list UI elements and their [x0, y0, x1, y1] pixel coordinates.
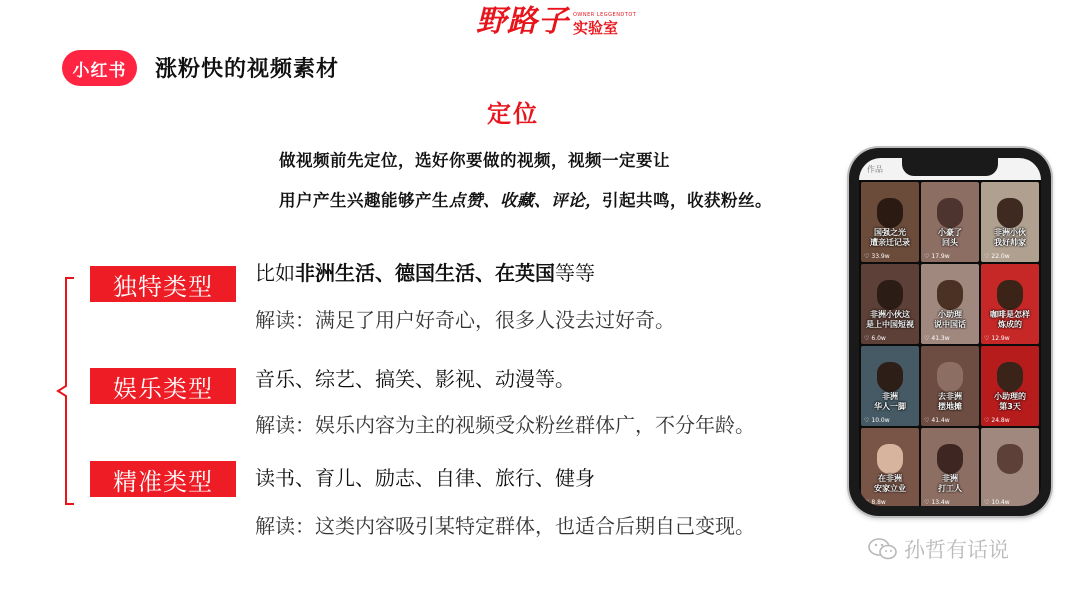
video-tile[interactable] — [921, 346, 979, 426]
likes-count: 10.0w — [871, 417, 890, 424]
video-thumbnail-person — [997, 362, 1023, 392]
likes-count: 22.0w — [991, 253, 1010, 260]
video-caption: 小助理 说中国话 — [934, 310, 966, 329]
watermark-text: 孙哲有话说 — [904, 538, 1009, 562]
video-likes — [864, 253, 890, 260]
top-logo — [476, 0, 636, 40]
video-caption: 非洲小伙这 是上中国短视 — [866, 310, 914, 329]
video-likes — [864, 417, 890, 424]
category-bracket — [56, 276, 76, 506]
xiaohongshu-badge: 小红书 — [62, 50, 137, 86]
category-precise-reading: 解读：这类内容吸引某特定群体，也适合后期自己变现。 — [255, 514, 755, 538]
category-unique-label: 独特类型 — [90, 266, 236, 302]
example-bold: 非洲生活、德国生活、在英国 — [295, 261, 555, 285]
heart-icon: ♡ — [864, 499, 870, 506]
video-caption: 非洲 打工人 — [938, 474, 962, 493]
video-likes — [924, 499, 950, 506]
video-thumbnail-person — [877, 362, 903, 392]
page-title: 涨粉快的视频素材 — [155, 57, 340, 82]
video-tile[interactable] — [921, 182, 979, 262]
likes-count: 6.0w — [871, 335, 886, 342]
phone-mockup — [849, 148, 1051, 516]
logo-side — [573, 12, 636, 37]
video-caption: 小豪了 回头 — [938, 228, 962, 247]
phone-notch — [902, 158, 998, 176]
phone-status-text: 作品 — [867, 164, 883, 174]
video-tile[interactable] — [921, 264, 979, 344]
video-likes — [924, 253, 950, 260]
wechat-watermark — [868, 534, 1009, 564]
video-tile[interactable] — [981, 428, 1039, 506]
logo-main-text: 野路子 — [476, 4, 569, 39]
video-thumbnail-person — [937, 198, 963, 228]
heart-icon: ♡ — [864, 335, 870, 342]
phone-screen — [859, 158, 1041, 506]
video-thumbnail-person — [997, 198, 1023, 228]
heart-icon: ♡ — [924, 335, 930, 342]
likes-count: 33.9w — [871, 253, 890, 260]
video-caption: 去非洲 摆地摊 — [938, 392, 962, 411]
category-entertainment-reading: 解读：娱乐内容为主的视频受众粉丝群体广，不分年龄。 — [255, 413, 755, 437]
video-tile[interactable] — [861, 264, 919, 344]
video-caption: 在非洲 安家立业 — [874, 474, 906, 493]
likes-count: 12.9w — [991, 335, 1010, 342]
video-thumbnail-person — [997, 280, 1023, 310]
category-entertainment-label: 娱乐类型 — [90, 368, 236, 404]
heart-icon: ♡ — [864, 253, 870, 260]
likes-count: 41.3w — [931, 335, 950, 342]
category-precise-example: 读书、育儿、励志、自律、旅行、健身 — [255, 466, 595, 490]
video-tile[interactable] — [861, 428, 919, 506]
video-thumbnail-person — [937, 280, 963, 310]
video-thumbnail-person — [877, 444, 903, 474]
category-entertainment-example: 音乐、综艺、搞笑、影视、动漫等。 — [255, 367, 575, 391]
video-thumbnail-person — [877, 280, 903, 310]
video-thumbnail-person — [877, 198, 903, 228]
category-unique-example — [255, 257, 595, 286]
heart-icon: ♡ — [924, 499, 930, 506]
intro-line-2 — [279, 187, 772, 211]
video-likes — [984, 335, 1010, 342]
likes-count: 24.8w — [991, 417, 1010, 424]
video-tile[interactable] — [981, 182, 1039, 262]
heart-icon: ♡ — [984, 253, 990, 260]
video-caption: 非洲小伙 我好帅家 — [994, 228, 1026, 247]
video-tile[interactable] — [981, 264, 1039, 344]
video-thumbnail-person — [937, 362, 963, 392]
video-caption: 非洲 华人一脚 — [874, 392, 906, 411]
example-prefix: 比如 — [255, 261, 295, 285]
likes-count: 8.8w — [871, 499, 886, 506]
video-tile[interactable] — [861, 182, 919, 262]
likes-count: 17.9w — [931, 253, 950, 260]
wechat-icon — [868, 537, 898, 561]
video-likes — [864, 499, 886, 506]
heart-icon: ♡ — [924, 253, 930, 260]
intro-line-2-c: 引起共鸣，收获粉丝。 — [602, 191, 772, 210]
video-likes — [984, 253, 1010, 260]
video-thumbnail-person — [937, 444, 963, 474]
section-title: 定位 — [487, 100, 539, 128]
heart-icon: ♡ — [984, 499, 990, 506]
heart-icon: ♡ — [984, 417, 990, 424]
heart-icon: ♡ — [924, 417, 930, 424]
logo-english-text: OWNER LEGGENDTOT — [573, 12, 637, 18]
video-likes — [984, 499, 1010, 506]
video-tile[interactable] — [981, 346, 1039, 426]
video-tile[interactable] — [861, 346, 919, 426]
video-likes — [864, 335, 886, 342]
intro-line-2-a: 用户产生兴趣能够产生 — [279, 191, 449, 210]
video-caption: 国强之光 遭亲迁记录 — [870, 228, 910, 247]
video-likes — [984, 417, 1010, 424]
intro-line-1: 做视频前先定位，选好你要做的视频，视频一定要让 — [279, 151, 670, 170]
example-suffix: 等等 — [555, 261, 595, 285]
likes-count: 13.4w — [931, 499, 950, 506]
category-unique-reading: 解读：满足了用户好奇心，很多人没去过好奇。 — [255, 308, 675, 332]
video-likes — [924, 335, 950, 342]
likes-count: 41.4w — [931, 417, 950, 424]
heart-icon: ♡ — [984, 335, 990, 342]
video-grid — [859, 180, 1041, 506]
logo-sub-text: 实验室 — [573, 19, 619, 37]
likes-count: 10.4w — [991, 499, 1010, 506]
heart-icon: ♡ — [864, 417, 870, 424]
video-likes — [924, 417, 950, 424]
video-caption: 小助理的 第3天 — [994, 392, 1026, 411]
video-caption: 咖啡是怎样 炼成的 — [990, 310, 1030, 329]
intro-line-2-highlight: 点赞、收藏、评论， — [449, 191, 602, 210]
video-thumbnail-person — [997, 444, 1023, 474]
video-tile[interactable] — [921, 428, 979, 506]
category-precise-label: 精准类型 — [90, 461, 236, 497]
